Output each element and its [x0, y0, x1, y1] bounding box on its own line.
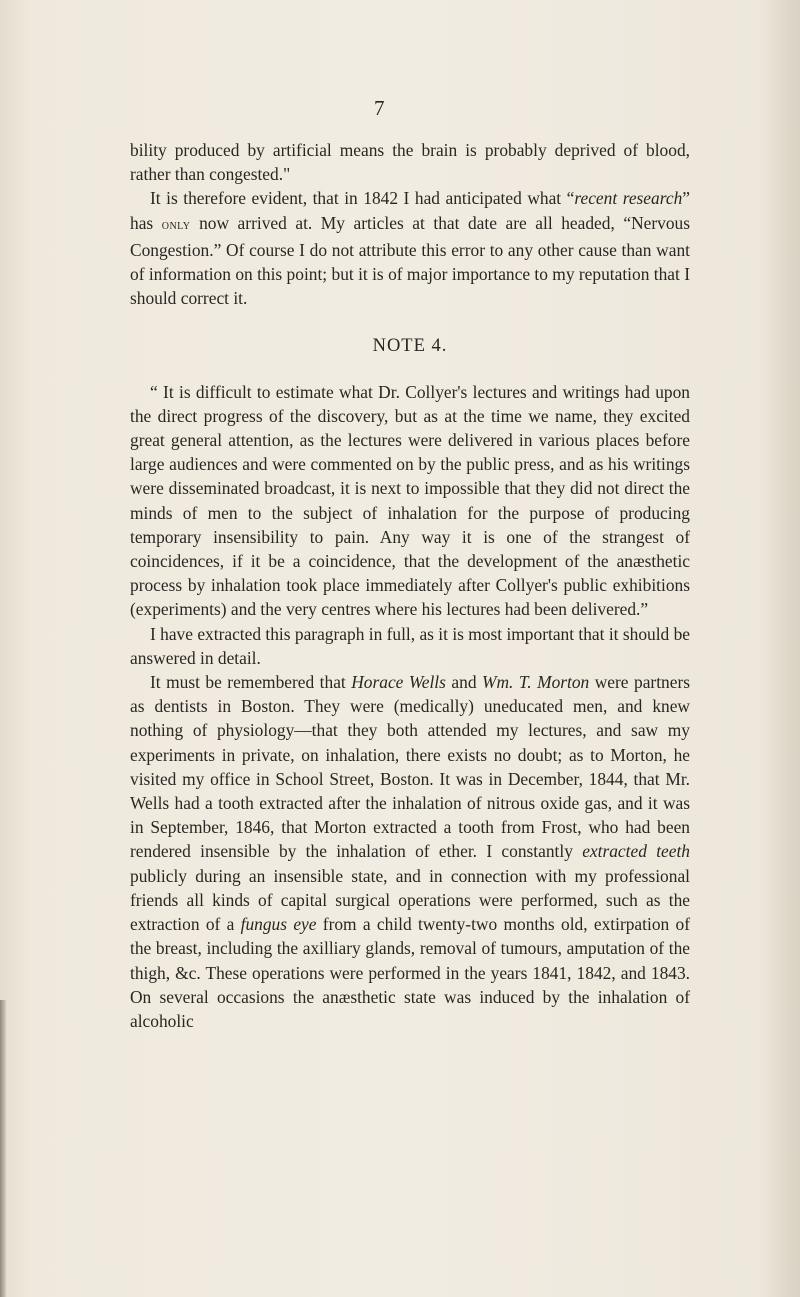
paragraph-5	[130, 670, 690, 1033]
p2-text-c: now arrived at. My articles at that date are all headed, “Nervous Congestion.” Of course I do not attribute this error to any other cause than want of information on this point; but it is of major importance to my reputation that I should correct it.	[130, 212, 690, 309]
p5-text-d: publicly during an insensible state, and in connection with my professional friends all kinds of capital surgical operations were performed, such as the extraction of a	[130, 865, 690, 935]
p2-text-b: ” has	[130, 188, 690, 233]
paragraph-continuation: bility produced by artificial means the brain is probably deprived of blood, rather than congested."	[130, 140, 690, 185]
p5-text-e: from a child twenty-two months old, extirpation of the breast, including the axilliary glands, removal of tumours, amputation of the thigh, &c. These operations were performed in the years 1841, 1842, and 1843. On several occasions the anæsthetic state was induced by the inhalation of alcoholic	[130, 914, 690, 1031]
p5-italic-extracted-teeth: extracted teeth	[582, 841, 691, 862]
note-heading: NOTE 4.	[372, 336, 448, 357]
page-number: 7	[374, 96, 385, 120]
p5-italic-fungus-eye: fungus eye	[240, 914, 317, 935]
p5-text-a: It must be remembered that	[150, 672, 352, 693]
p2-text-a: It is therefore evident, that in 1842 I had anticipated what “	[150, 188, 575, 209]
p2-smallcaps-only: only	[161, 217, 191, 233]
p5-text-b: and	[445, 672, 482, 693]
p5-text-c: were partners as dentists in Boston. They were (medically) uneducated men, and knew nothing of physiology—that they both attended my lectures, and saw my experiments in private, on inhalation, there exists no doubt; as to Morton, he visited my office in School Street, Boston. It was in December, 1844, that Mr. Wells had a tooth extracted after the inhalation of nitrous oxide gas, and it was in September, 1846, that Morton extracted a tooth from Frost, who had been rendered insensible by the inhalation of ether. I constantly	[130, 672, 691, 862]
binding-shadow	[0, 1000, 6, 1297]
p2-italic-recent-research: recent research	[574, 188, 683, 209]
p5-italic-wm-morton: Wm. T. Morton	[482, 672, 590, 693]
p5-italic-horace-wells: Horace Wells	[351, 672, 446, 693]
body-text	[130, 138, 690, 1033]
paragraph-2	[130, 186, 690, 310]
quoted-paragraph: “ It is difficult to estimate what Dr. Collyer's lectures and writings had upon the direct progress of the discovery, but as at the time we name, they excited great general attention, as the lectures were delivered in various places before large audiences and were commented on by the public press, and as his writings were disseminated broadcast, it is next to impossible that they did not direct the minds of men to the subject of inhalation for the purpose of producing temporary insensibility to pain. Any way it is one of the strangest of coincidences, if it be a coincidence, that the development of the anæsthetic process by inhalation took place immediately after Collyer's public exhibitions (experiments) and the very centres where his lectures had been delivered.”	[130, 381, 690, 620]
paragraph-4: I have extracted this paragraph in full, as it is most important that it should be answered in detail.	[130, 623, 690, 668]
